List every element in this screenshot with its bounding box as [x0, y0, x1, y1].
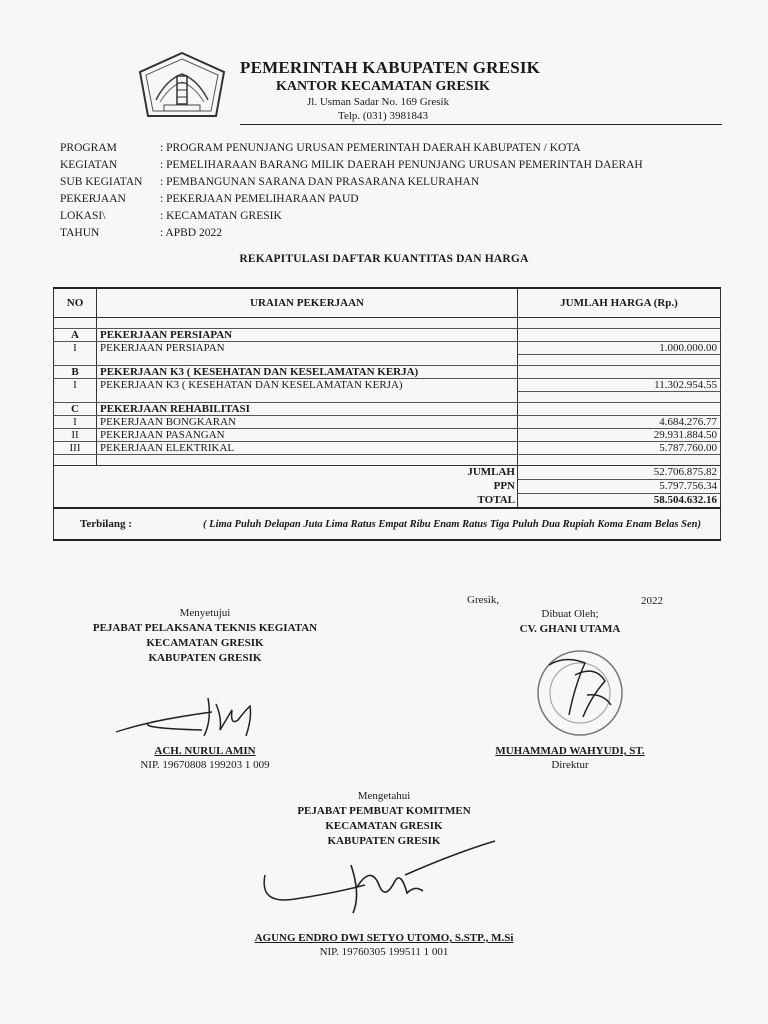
ppn-value: 5.797.756.34 [518, 480, 721, 494]
total-label: TOTAL [97, 494, 518, 509]
item-description: PEKERJAAN PERSIAPAN [97, 342, 518, 355]
meta-value: : KECAMATAN GRESIK [160, 210, 282, 222]
item-amount: 4.684.276.77 [518, 416, 721, 429]
left-role-regency: KABUPATEN GRESIK [148, 652, 262, 664]
item-description: PEKERJAAN PASANGAN [97, 429, 518, 442]
section-row-c [54, 403, 721, 416]
section-title: PEKERJAAN PERSIAPAN [97, 329, 518, 342]
meta-row [60, 209, 643, 224]
meta-key: KEGIATAN [60, 159, 118, 171]
jumlah-label: JUMLAH [97, 466, 518, 480]
header-subtitle: KANTOR KECAMATAN GRESIK [276, 79, 490, 94]
table-row [54, 416, 721, 429]
item-no: I [54, 416, 97, 429]
section-row-b [54, 366, 721, 379]
item-description: PEKERJAAN ELEKTRIKAL [97, 442, 518, 455]
bottom-role-regency: KABUPATEN GRESIK [327, 835, 441, 847]
right-caption: Dibuat Oleh; [541, 608, 599, 620]
item-no: I [54, 342, 97, 355]
meta-row [60, 141, 643, 156]
meta-key: TAHUN [60, 227, 100, 239]
left-role-district: KECAMATAN GRESIK [146, 637, 264, 649]
meta-row [60, 175, 643, 190]
company-stamp-image [525, 645, 635, 745]
item-no: III [54, 442, 97, 455]
item-no: I [54, 379, 97, 392]
meta-table [58, 139, 645, 243]
item-amount: 1.000.000.00 [518, 342, 721, 355]
document-title: REKAPITULASI DAFTAR KUANTITAS DAN HARGA [239, 253, 529, 265]
bottom-signature-image [255, 835, 505, 925]
left-signer-name: ACH. NURUL AMIN [154, 745, 256, 757]
terbilang-row [54, 508, 721, 540]
header-address: Jl. Usman Sadar No. 169 Gresik [307, 96, 450, 108]
meta-row [60, 192, 643, 207]
bottom-role-district: KECAMATAN GRESIK [325, 820, 443, 832]
right-company: CV. GHANI UTAMA [519, 623, 621, 635]
left-caption: Menyetujui [179, 607, 231, 619]
jumlah-row [54, 466, 721, 480]
table-row [54, 355, 721, 366]
section-code: A [54, 329, 97, 342]
meta-value: : PEMBANGUNAN SARANA DAN PRASARANA KELURAHAN [160, 176, 480, 188]
meta-value: : APBD 2022 [160, 227, 222, 239]
ppn-row [54, 480, 721, 494]
item-amount: 29.931.884.50 [518, 429, 721, 442]
meta-row [60, 226, 643, 241]
header-title: PEMERINTAH KABUPATEN GRESIK [240, 58, 541, 77]
bottom-caption: Mengetahui [357, 790, 411, 802]
right-signer-name: MUHAMMAD WAHYUDI, ST. [495, 745, 645, 757]
table-row [54, 429, 721, 442]
table-row [54, 379, 721, 392]
item-description: PEKERJAAN K3 ( KESEHATAN DAN KESELAMATAN KERJA) [97, 379, 518, 392]
left-role: PEJABAT PELAKSANA TEKNIS KEGIATAN [92, 622, 318, 634]
bottom-role: PEJABAT PEMBUAT KOMITMEN [297, 805, 471, 817]
section-title: PEKERJAAN K3 ( KESEHATAN DAN KESELAMATAN KERJA) [97, 366, 518, 379]
bottom-signer-nip: NIP. 19760305 199511 1 001 [319, 946, 449, 958]
jumlah-value: 52.706.875.82 [518, 466, 721, 480]
table-row [54, 392, 721, 403]
meta-value: : PEKERJAAN PEMELIHARAAN PAUD [160, 193, 359, 205]
total-value: 58.504.632.16 [518, 494, 721, 509]
signing-year: 2022 [641, 595, 663, 607]
left-signer-nip: NIP. 19670808 199203 1 009 [140, 759, 270, 771]
meta-row [60, 158, 643, 173]
ppn-label: PPN [97, 480, 518, 494]
item-no: II [54, 429, 97, 442]
table-row [54, 318, 721, 329]
meta-key: PROGRAM [60, 142, 117, 154]
table-row [54, 442, 721, 455]
terbilang-text: ( Lima Puluh Delapan Juta Lima Ratus Empat Ribu Enam Ratus Tiga Puluh Dua Rupiah Koma Enam Belas Sen) [203, 518, 701, 530]
meta-value: : PROGRAM PENUNJANG URUSAN PEMERINTAH DAERAH KABUPATEN / KOTA [160, 142, 581, 154]
meta-key: LOKASI\ [60, 210, 106, 222]
header-divider [240, 124, 722, 125]
gresik-emblem-logo [136, 50, 228, 122]
signing-place: Gresik, [467, 594, 500, 606]
section-title: PEKERJAAN REHABILITASI [97, 403, 518, 416]
meta-value: : PEMELIHARAAN BARANG MILIK DAERAH PENUNJANG URUSAN PEMERINTAH DAERAH [160, 159, 643, 171]
item-description: PEKERJAAN BONGKARAN [97, 416, 518, 429]
section-code: B [54, 366, 97, 379]
col-header-amount: JUMLAH HARGA (Rp.) [518, 288, 721, 318]
col-header-no: NO [54, 288, 97, 318]
item-amount: 11.302.954.55 [518, 379, 721, 392]
terbilang-label: Terbilang : [80, 517, 132, 530]
table-row [54, 455, 721, 466]
right-signer-position: Direktur [551, 759, 589, 771]
header-phone: Telp. (031) 3981843 [338, 110, 428, 122]
item-amount: 5.787.760.00 [518, 442, 721, 455]
section-row-a [54, 329, 721, 342]
left-signature-image [112, 690, 272, 750]
total-row [54, 494, 721, 509]
bottom-signer-name: AGUNG ENDRO DWI SETYO UTOMO, S.STP., M.Si [254, 932, 514, 944]
quantity-price-table [53, 287, 721, 541]
meta-key: PEKERJAAN [60, 193, 126, 205]
section-code: C [54, 403, 97, 416]
meta-key: SUB KEGIATAN [60, 176, 143, 188]
table-header-row [54, 288, 721, 318]
table-row [54, 342, 721, 355]
col-header-description: URAIAN PEKERJAAN [97, 288, 518, 318]
